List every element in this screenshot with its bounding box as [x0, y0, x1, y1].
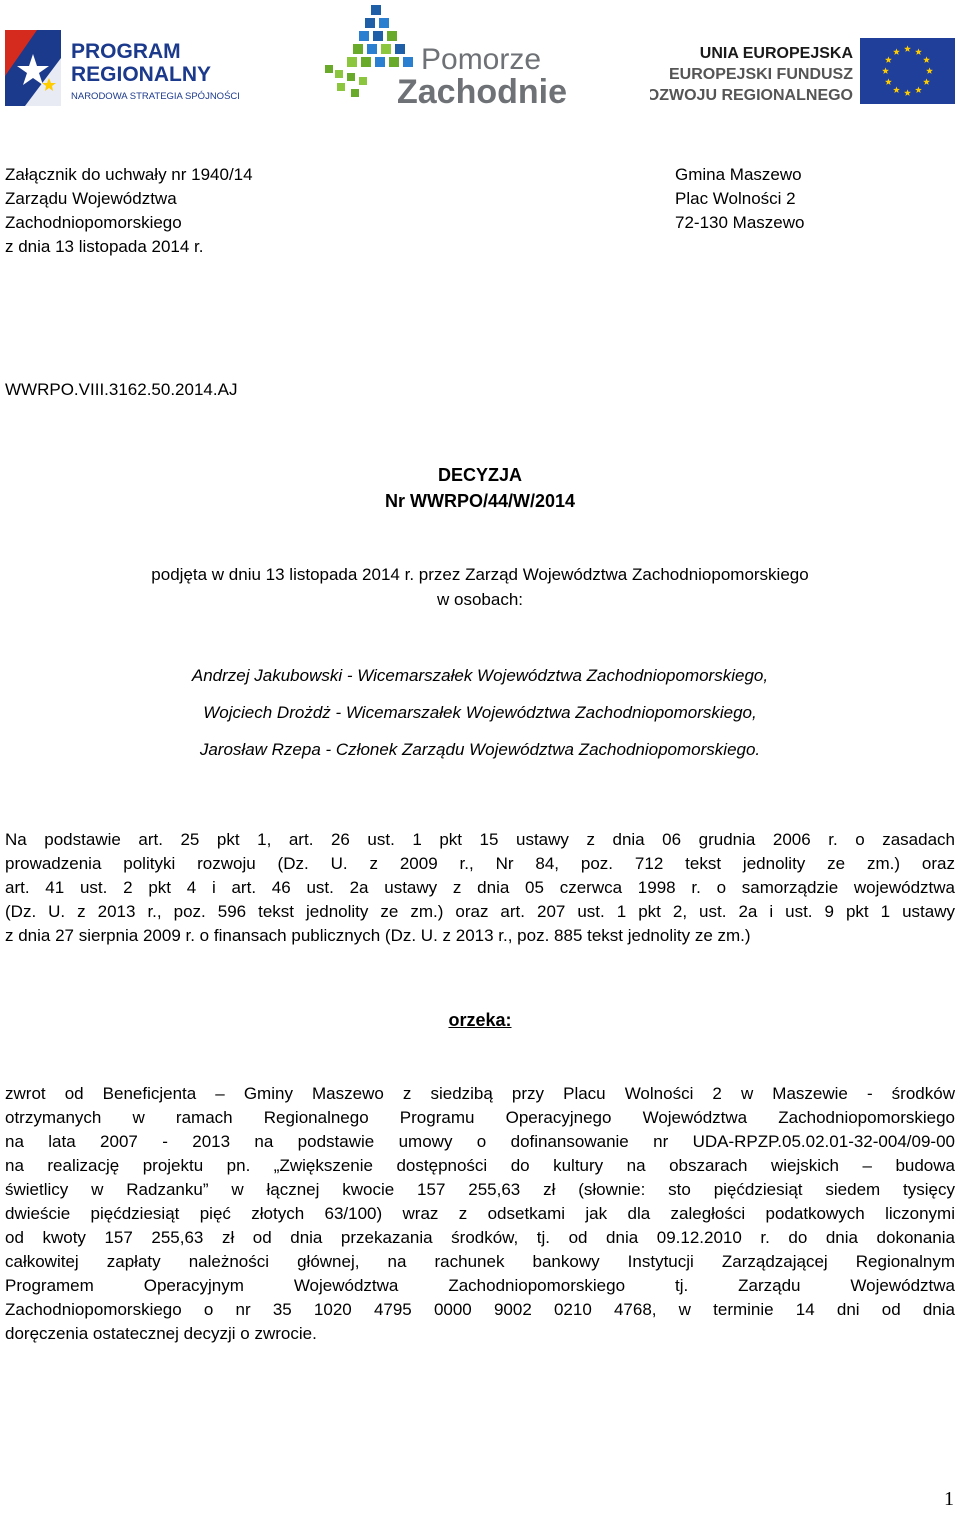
reference-number: WWRPO.VIII.3162.50.2014.AJ [5, 380, 238, 399]
paragraph-line: Programem Operacyjnym Województwa Zachodniopomorskiego tj. Zarządu Województwa [5, 1276, 955, 1295]
board-member: Wojciech Drożdż - Wicemarszałek Województwa Zachodniopomorskiego, [203, 703, 757, 722]
paragraph-line: art. 41 ust. 2 pkt 4 i art. 46 ust. 2a ustawy z dnia 05 czerwca 1998 r. o samorządzie województwa [5, 878, 955, 897]
paragraph-line: dwieście pięćdziesiąt pięć złotych 63/100) wraz z odsetkami jak dla zaległości podatkowych liczonymi [5, 1204, 955, 1223]
paragraph-line: doręczenia ostatecznej decyzji o zwrocie. [5, 1324, 317, 1343]
page-number: 1 [944, 1488, 954, 1510]
program-logo-line3: NARODOWA STRATEGIA SPÓJNOŚCI [71, 91, 240, 102]
attachment-line: z dnia 13 listopada 2014 r. [5, 237, 204, 256]
address-line: 72-130 Maszewo [675, 213, 805, 232]
ue-logo-line2: EUROPEJSKI FUNDUSZ [668, 66, 853, 83]
address-line: Gmina Maszewo [675, 165, 802, 184]
pomorze-logo-line2: Zachodnie [397, 73, 568, 110]
address-line: Plac Wolności 2 [675, 189, 796, 208]
document-title [0, 462, 960, 514]
board-member: Andrzej Jakubowski - Wicemarszałek Województwa Zachodniopomorskiego, [191, 666, 769, 685]
ue-logo-line1: UNIA EUROPEJSKA [699, 45, 853, 62]
paragraph-line: na lata 2007 - 2013 na podstawie umowy o dofinansowanie nr UDA-RPZP.05.02.01-32-004/09-00 [5, 1132, 955, 1151]
decision-number: Nr WWRPO/44/W/2014 [384, 491, 576, 511]
program-logo-line2: REGIONALNY [71, 63, 212, 86]
paragraph-line: prowadzenia polityki rozwoju (Dz. U. z 2009 r., Nr 84, poz. 712 tekst jednolity ze zm.) oraz [5, 854, 955, 873]
paragraph-line: na realizację projektu pn. „Zwiększenie dostępności do kultury na obszarach wiejskich – budowa [5, 1156, 955, 1175]
attachment-line: Zachodniopomorskiego [5, 213, 182, 232]
decision-paragraph [5, 1082, 955, 1346]
subtitle-line: w osobach: [437, 590, 523, 609]
subtitle-line: podjęta w dniu 13 listopada 2014 r. przez Zarząd Województwa Zachodniopomorskiego [151, 565, 809, 584]
board-member: Jarosław Rzepa - Członek Zarządu Województwa Zachodniopomorskiego. [199, 740, 761, 759]
title-line: DECYZJA [437, 465, 522, 485]
paragraph-line: od kwoty 157 255,63 zł od dnia przekazania środków, tj. od dnia 09.12.2010 r. do dnia dokonania [5, 1228, 955, 1247]
pomorze-logo-line1: Pomorze [421, 43, 542, 76]
recipient-address [675, 163, 804, 235]
attachment-line: Załącznik do uchwały nr 1940/14 [5, 165, 253, 184]
paragraph-line: całkowitej zapłaty należności głównej, na rachunek bankowy Instytucji Zarządzającej Regionalnym [5, 1252, 955, 1271]
attachment-info [5, 163, 253, 259]
program-logo-line1: PROGRAM [71, 40, 181, 63]
unia-europejska-logo [650, 38, 955, 108]
paragraph-line: z dnia 27 sierpnia 2009 r. o finansach publicznych (Dz. U. z 2013 r., poz. 885 tekst jednolity ze zm.) [5, 926, 751, 945]
legal-basis-paragraph [5, 828, 955, 948]
paragraph-line: Zachodniopomorskiego o nr 35 1020 4795 0000 9002 0210 4768, w terminie 14 dni od dnia [5, 1300, 955, 1319]
attachment-line: Zarządu Województwa [5, 189, 177, 208]
paragraph-line: Na podstawie art. 25 pkt 1, art. 26 ust. 1 pkt 15 ustawy z dnia 06 grudnia 2006 r. o zasadach [5, 830, 955, 849]
program-regionalny-logo [5, 28, 255, 110]
paragraph-line: świetlicy w Radzanku” w łącznej kwocie 157 255,63 zł (słownie: sto pięćdziesiąt siedem tysięcy [5, 1180, 955, 1199]
ue-logo-line3: ROZWOJU REGIONALNEGO [650, 87, 853, 104]
paragraph-line: (Dz. U. z 2013 r., poz. 596 tekst jednolity ze zm.) oraz art. 207 ust. 1 pkt 2, ust. 2a i ust. 9 pkt 1 ustawy [5, 902, 955, 921]
ruling-heading: orzeka: [448, 1010, 512, 1030]
pomorze-zachodnie-logo [325, 5, 575, 110]
decision-subtitle [0, 562, 960, 612]
board-members-list [0, 657, 960, 768]
paragraph-line: zwrot od Beneficjenta – Gminy Maszewo z siedzibą przy Placu Wolności 2 w Maszewie - środków [5, 1084, 955, 1103]
paragraph-line: otrzymanych w ramach Regionalnego Programu Operacyjnego Województwa Zachodniopomorskiego [5, 1108, 955, 1127]
